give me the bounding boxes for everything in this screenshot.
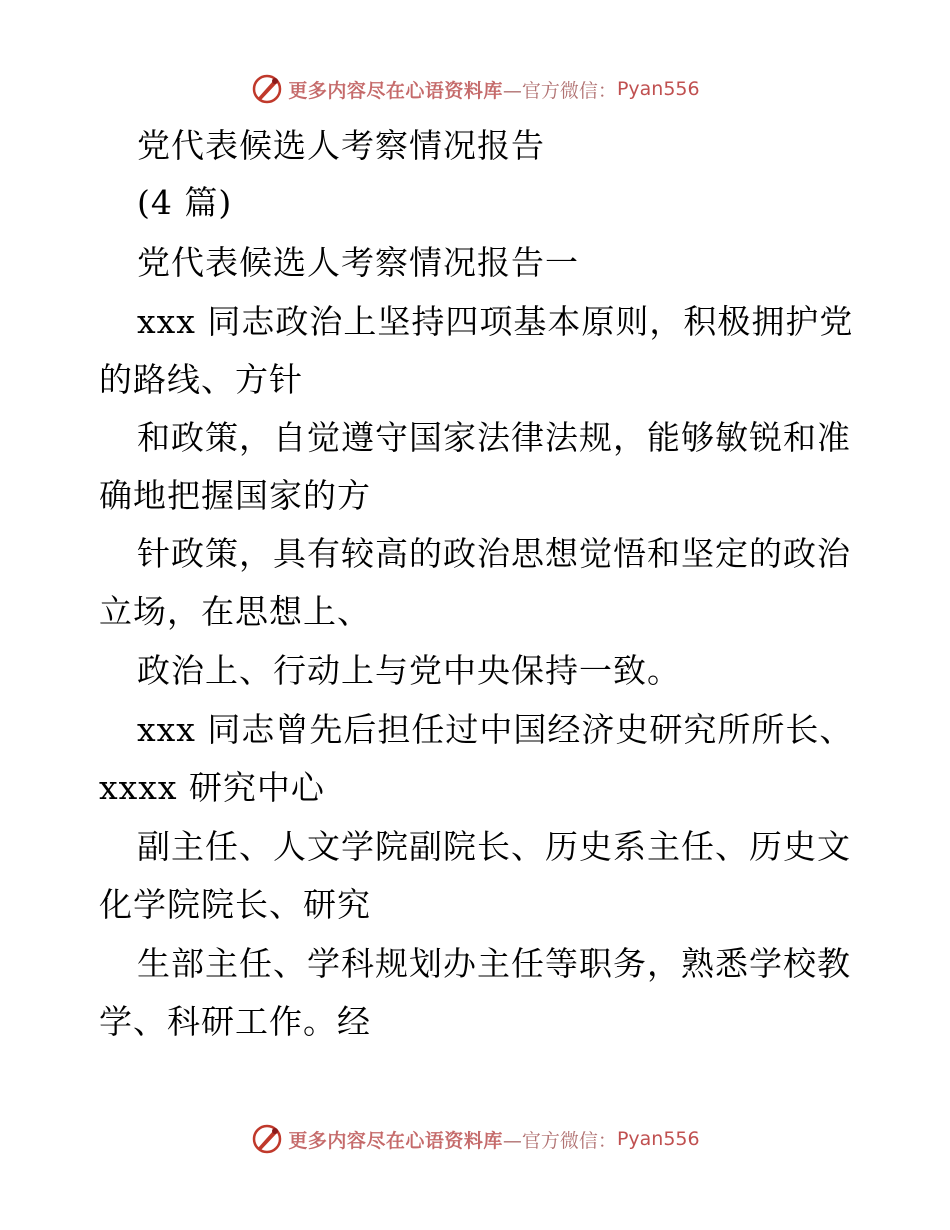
doc-subtitle: (4 篇)	[137, 183, 233, 222]
text-line: 针政策，具有较高的政治思想觉悟和坚定的政治	[137, 534, 851, 573]
text-line: 政治上、行动上与党中央保持一致。	[137, 651, 681, 690]
watermark-brand: 更多内容尽在心语资料库	[288, 79, 503, 102]
logo-icon	[250, 72, 284, 106]
watermark-account: Pyan556	[616, 1128, 700, 1150]
logo-icon	[250, 1122, 284, 1156]
text-line: 学、科研工作。经	[99, 1002, 371, 1041]
watermark-account: Pyan556	[616, 78, 700, 100]
text-line: 立场，在思想上、	[99, 592, 371, 631]
text-line: 确地把握国家的方	[99, 476, 371, 515]
text-line: 和政策，自觉遵守国家法律法规，能够敏锐和准	[137, 418, 851, 457]
text-line: 的路线、方针	[99, 360, 303, 399]
header-watermark	[0, 72, 950, 106]
watermark-dash: —官方微信：	[502, 79, 617, 102]
text-line: xxxx 研究中心	[99, 768, 325, 807]
text-line: xxx 同志政治上坚持四项基本原则，积极拥护党	[137, 302, 854, 341]
text-line: 生部主任、学科规划办主任等职务，熟悉学校教	[137, 944, 851, 983]
text-line: 副主任、人文学院副院长、历史系主任、历史文	[137, 827, 851, 866]
text-line: xxx 同志曾先后担任过中国经济史研究所所长、	[137, 710, 854, 749]
section-heading: 党代表候选人考察情况报告一	[137, 243, 579, 282]
text-line: 化学院院长、研究	[99, 885, 371, 924]
doc-title: 党代表候选人考察情况报告	[137, 126, 545, 165]
footer-watermark	[0, 1122, 950, 1156]
watermark-dash: —官方微信：	[502, 1129, 617, 1152]
watermark-brand: 更多内容尽在心语资料库	[288, 1129, 503, 1152]
